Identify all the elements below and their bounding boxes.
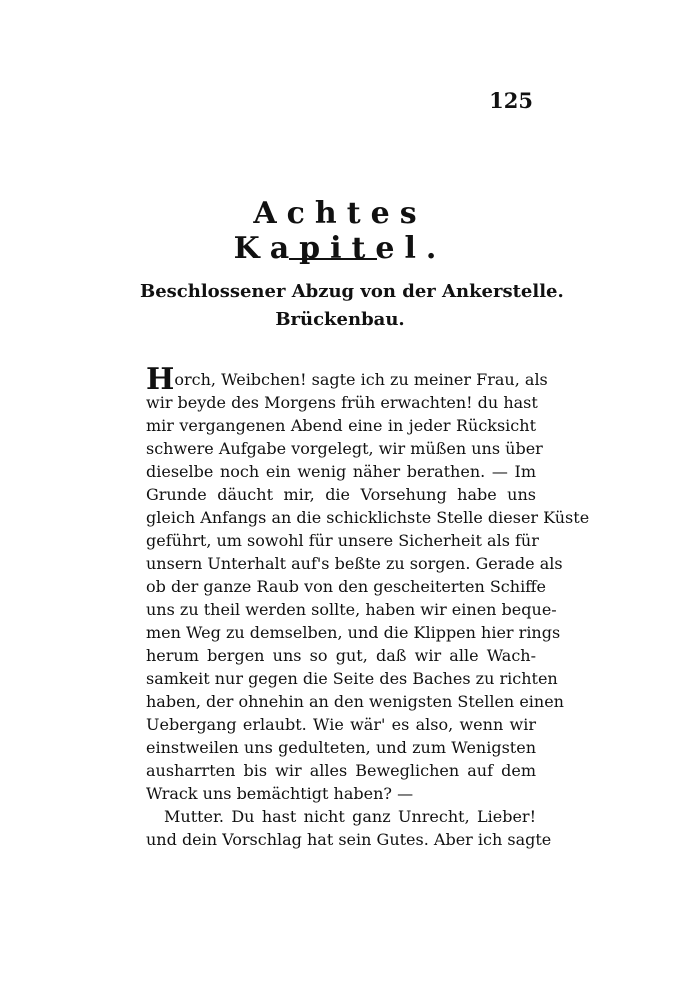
body-line: geführt, um sowohl für unsere Sicherheit als für (146, 531, 539, 550)
body-line: Wrack uns bemächtigt haben? — (146, 784, 414, 803)
body-line: uns zu theil werden sollte, haben wir einen beque- (146, 600, 557, 619)
chapter-subtitle (140, 278, 564, 334)
body-line: schwere Aufgabe vorgelegt, wir müßen uns über (146, 439, 543, 458)
body-line: Grunde däucht mir, die Vorsehung habe uns (146, 485, 536, 504)
body-line: Mutter. Du hast nicht ganz Unrecht, Lieber! (164, 807, 536, 826)
body-line: dieselbe noch ein wenig näher berathen. — Im (146, 462, 536, 481)
body-line (146, 362, 548, 397)
body-line: men Weg zu demselben, und die Klippen hier rings (146, 623, 561, 642)
body-line: ausharrten bis wir alles Beweglichen auf dem (146, 761, 536, 780)
body-line: und dein Vorschlag hat sein Gutes. Aber ich sagte (146, 830, 552, 849)
page-number: 125 (489, 88, 533, 113)
body-line: ob der ganze Raub von den gescheiterten Schiffe (146, 577, 547, 596)
body-line: herum bergen uns so gut, daß wir alle Wach- (146, 646, 536, 665)
body-line: mir vergangenen Abend eine in jeder Rücksicht (146, 416, 536, 435)
body-line: wir beyde des Morgens früh erwachten! du hast (146, 393, 538, 412)
chapter-title: Achtes Kapitel. (233, 196, 447, 266)
body-line-text: orch, Weibchen! sagte ich zu meiner Frau, als (174, 370, 548, 389)
body-line: einstweilen uns gedulteten, und zum Wenigsten (146, 738, 536, 757)
drop-cap: H (146, 362, 175, 397)
body-line: unsern Unterhalt auf's beßte zu sorgen. Gerade als (146, 554, 563, 573)
body-line: gleich Anfangs an die schicklichste Stelle dieser Küste (146, 508, 590, 527)
subtitle-line: Beschlossener Abzug von der Ankerstelle. (140, 281, 564, 302)
body-line: haben, der ohnehin an den wenigsten Stellen einen (146, 692, 564, 711)
body-line: Uebergang erlaubt. Wie wär' es also, wenn wir (146, 715, 536, 734)
subtitle-line: Brückenbau. (275, 309, 405, 330)
body-text (146, 362, 590, 851)
title-divider (289, 258, 377, 260)
body-line: samkeit nur gegen die Seite des Baches zu richten (146, 669, 558, 688)
